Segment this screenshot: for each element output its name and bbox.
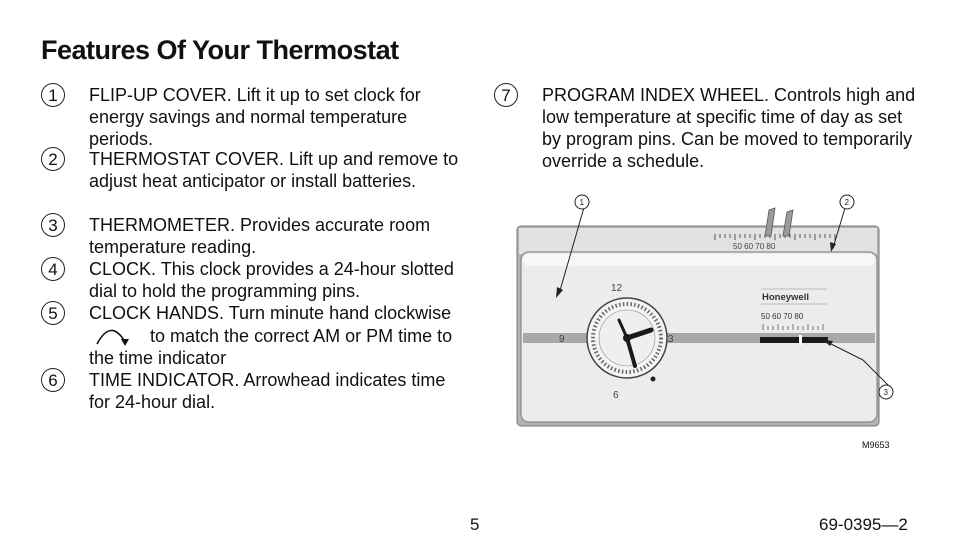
dial-label-3: 3 <box>668 334 674 345</box>
feature-item-5 <box>41 302 471 368</box>
feature-item-6 <box>41 369 471 413</box>
page-title: Features Of Your Thermostat <box>41 35 399 65</box>
callout-3 <box>879 385 893 399</box>
dial-label-9: 9 <box>559 334 565 345</box>
page-number: 5 <box>470 515 480 534</box>
callout-number: 1 <box>41 83 65 107</box>
feature-text-part: CLOCK HANDS. Turn minute hand clockwise <box>89 303 452 323</box>
feature-text: PROGRAM INDEX WHEEL. Controls high and low temperature at specific time of day as set by program pins. Can be moved to temporarily override a schedule. <box>542 85 916 171</box>
svg-text:3: 3 <box>883 388 888 397</box>
callout-number: 7 <box>494 83 518 107</box>
feature-text: CLOCK. This clock provides a 24-hour slotted dial to hold the programming pins. <box>89 259 454 301</box>
dial-label-6: 6 <box>613 390 619 401</box>
clockwise-arrow-icon <box>89 324 145 346</box>
brand-logo: Honeywell <box>762 292 809 303</box>
feature-item-7 <box>494 84 924 174</box>
svg-text:2: 2 <box>844 198 849 207</box>
feature-text <box>89 302 459 369</box>
feature-text-part: to match the correct AM or PM time to the time indicator <box>89 326 453 368</box>
thermostat-illustration <box>515 190 895 430</box>
feature-item-2 <box>41 148 471 214</box>
callout-number: 6 <box>41 368 65 392</box>
feature-text: THERMOSTAT COVER. Lift up and remove to adjust heat anticipator or install batteries. <box>89 149 459 191</box>
callout-number: 4 <box>41 257 65 281</box>
document-id: 69-0395—2 <box>819 515 908 534</box>
feature-text: FLIP-UP COVER. Lift it up to set clock for energy savings and normal temperature periods. <box>89 85 421 149</box>
front-scale-label: 50 60 70 80 <box>761 312 804 321</box>
callout-1 <box>575 195 589 209</box>
svg-text:1: 1 <box>579 198 584 207</box>
feature-item-1 <box>41 84 471 150</box>
top-scale-label: 50 60 70 80 <box>733 242 776 251</box>
callout-number: 5 <box>41 301 65 325</box>
time-indicator-dot <box>651 377 656 382</box>
callout-number: 2 <box>41 147 65 171</box>
figure-code: M9653 <box>862 440 890 450</box>
callout-number: 3 <box>41 213 65 237</box>
thermometer-slot <box>760 337 828 343</box>
callout-2 <box>840 195 854 209</box>
feature-text: THERMOMETER. Provides accurate room temperature reading. <box>89 215 431 257</box>
feature-text: TIME INDICATOR. Arrowhead indicates time for 24-hour dial. <box>89 370 446 412</box>
dial-label-12: 12 <box>611 283 623 294</box>
clock-dial <box>587 298 667 378</box>
feature-item-3 <box>41 214 471 258</box>
feature-item-4 <box>41 258 471 302</box>
